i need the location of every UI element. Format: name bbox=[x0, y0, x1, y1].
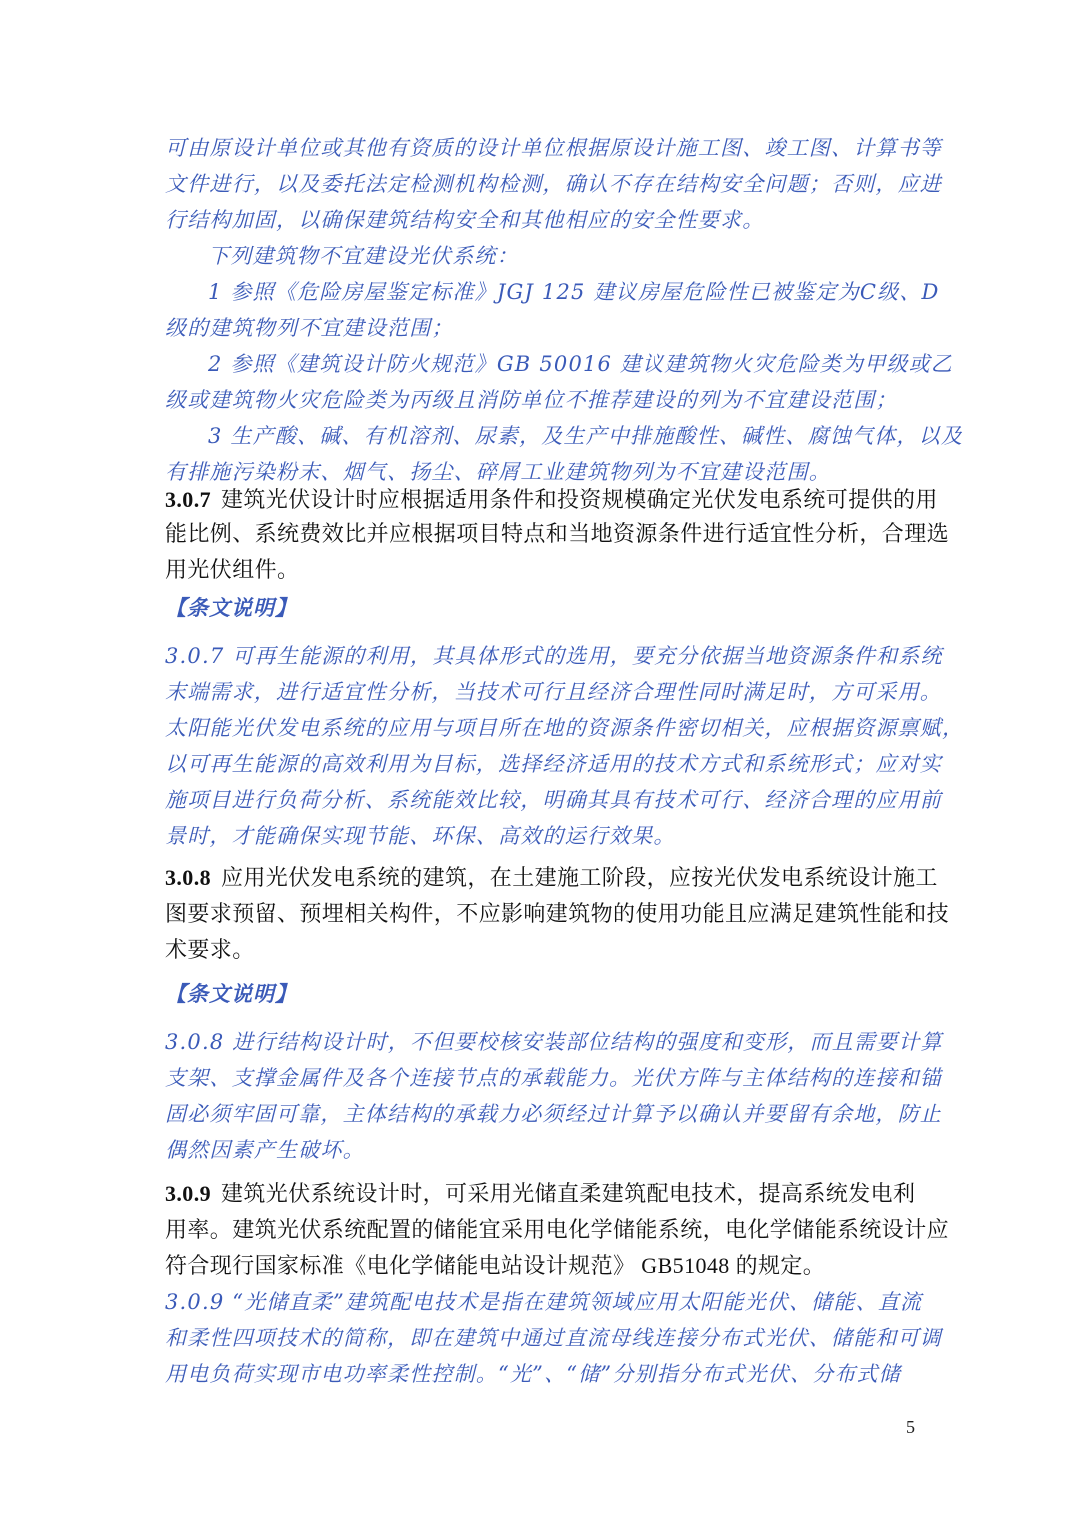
line-text: 文件进行，以及委托法定检测机构检测，确认不存在结构安全问题；否则，应进 bbox=[165, 172, 942, 196]
explanation-line bbox=[208, 346, 953, 382]
clause-number: 3.0.9 bbox=[165, 1181, 211, 1206]
clause-line bbox=[165, 896, 949, 932]
line-text: 下列建筑物不宜建设光伏系统： bbox=[208, 244, 519, 268]
line-text: 应用光伏发电系统的建筑，在土建施工阶段，应按光伏发电系统设计施工 bbox=[221, 865, 938, 890]
page-number: 5 bbox=[906, 1417, 915, 1437]
clause-line bbox=[165, 1248, 825, 1284]
clause-line bbox=[165, 1176, 915, 1212]
line-text: 以可再生能源的高效利用为目标，选择经济适用的技术方式和系统形式；应对实 bbox=[165, 752, 942, 776]
line-text: 固必须牢固可靠，主体结构的承载力必须经过计算予以确认并要留有余地，防止 bbox=[165, 1102, 942, 1126]
line-text: 3.0.8 进行结构设计时，不但要校核安装部位结构的强度和变形，而且需要计算 bbox=[165, 1030, 943, 1054]
line-text: 3.0.9 “光储直柔”建筑配电技术是指在建筑领域应用太阳能光伏、储能、直流 bbox=[165, 1290, 923, 1314]
line-text: 【条文说明】 bbox=[165, 981, 297, 1006]
explanation-line bbox=[165, 1320, 942, 1356]
line-text: 级的建筑物列不宜建设范围； bbox=[165, 316, 454, 340]
clause-explanation-heading bbox=[165, 976, 297, 1012]
line-text: 太阳能光伏发电系统的应用与项目所在地的资源条件密切相关，应根据资源禀赋， bbox=[165, 716, 965, 740]
explanation-line bbox=[208, 418, 963, 454]
line-text: 级或建筑物火灾危险类为丙级且消防单位不推荐建设的列为不宜建设范围； bbox=[165, 388, 898, 412]
line-text: 景时，才能确保实现节能、环保、高效的运行效果。 bbox=[165, 824, 676, 848]
explanation-line bbox=[165, 1284, 922, 1320]
explanation-line bbox=[208, 274, 940, 310]
explanation-line bbox=[165, 310, 454, 346]
explanation-line bbox=[165, 1096, 942, 1132]
line-text: 符合现行国家标准《电化学储能电站设计规范》 GB51048 的规定。 bbox=[165, 1253, 826, 1278]
line-text: 能比例、系统费效比并应根据项目特点和当地资源条件进行适宜性分析，合理选 bbox=[165, 521, 950, 546]
clause-line bbox=[165, 860, 938, 896]
line-text: 有排施污染粉末、烟气、扬尘、碎屑工业建筑物列为不宜建设范围。 bbox=[165, 460, 831, 484]
line-text: 2 参照《建筑设计防火规范》GB 50016 建议建筑物火灾危险类为甲级或乙 bbox=[208, 352, 953, 376]
line-text: 用率。建筑光伏系统配置的储能宜采用电化学储能系统，电化学储能系统设计应 bbox=[165, 1217, 950, 1242]
clause-line bbox=[165, 1212, 949, 1248]
line-text: 偶然因素产生破坏。 bbox=[165, 1138, 365, 1162]
clause-explanation-heading bbox=[165, 590, 297, 626]
clause-line bbox=[165, 516, 949, 552]
line-text: 行结构加固，以确保建筑结构安全和其他相应的安全性要求。 bbox=[165, 208, 765, 232]
clause-line bbox=[165, 552, 299, 588]
line-text: 支架、支撑金属件及各个连接节点的承载能力。光伏方阵与主体结构的连接和锚 bbox=[165, 1066, 942, 1090]
explanation-line bbox=[165, 202, 764, 238]
line-text: 3.0.7 可再生能源的利用，其具体形式的选用，要充分依据当地资源条件和系统 bbox=[165, 644, 943, 668]
clause-number: 3.0.7 bbox=[165, 487, 211, 512]
clause-number: 3.0.8 bbox=[165, 865, 211, 890]
explanation-line bbox=[165, 710, 964, 746]
explanation-line bbox=[165, 1356, 901, 1392]
explanation-line bbox=[165, 818, 676, 854]
line-text: 建筑光伏设计时应根据适用条件和投资规模确定光伏发电系统可提供的用 bbox=[221, 487, 938, 512]
line-text: 图要求预留、预埋相关构件，不应影响建筑物的使用功能且应满足建筑性能和技 bbox=[165, 901, 950, 926]
explanation-line bbox=[165, 166, 942, 202]
line-text: 用光伏组件。 bbox=[165, 557, 300, 582]
line-text: 3 生产酸、碱、有机溶剂、尿素，及生产中排施酸性、碱性、腐蚀气体，以及 bbox=[208, 424, 964, 448]
explanation-line bbox=[165, 382, 898, 418]
clause-line bbox=[165, 932, 255, 968]
explanation-line bbox=[165, 782, 942, 818]
line-text: 末端需求，进行适宜性分析，当技术可行且经济合理性同时满足时，方可采用。 bbox=[165, 680, 942, 704]
clause-line bbox=[165, 482, 938, 518]
explanation-line bbox=[165, 674, 942, 710]
line-text: 【条文说明】 bbox=[165, 595, 297, 620]
line-text: 术要求。 bbox=[165, 937, 255, 962]
explanation-line bbox=[165, 746, 942, 782]
line-text: 可由原设计单位或其他有资质的设计单位根据原设计施工图、竣工图、计算书等 bbox=[165, 136, 942, 160]
explanation-line bbox=[165, 1024, 943, 1060]
line-text: 和柔性四项技术的简称，即在建筑中通过直流母线连接分布式光伏、储能和可调 bbox=[165, 1326, 942, 1350]
explanation-line bbox=[208, 238, 519, 274]
explanation-line bbox=[165, 130, 942, 166]
explanation-line bbox=[165, 1060, 942, 1096]
line-text: 施项目进行负荷分析、系统能效比较，明确其具有技术可行、经济合理的应用前 bbox=[165, 788, 942, 812]
line-text: 1 参照《危险房屋鉴定标准》JGJ 125 建议房屋危险性已被鉴定为C级、D bbox=[208, 280, 940, 304]
line-text: 用电负荷实现市电功率柔性控制。“光”、“储”分别指分布式光伏、分布式储 bbox=[165, 1362, 901, 1386]
explanation-line bbox=[165, 1132, 365, 1168]
line-text: 建筑光伏系统设计时，可采用光储直柔建筑配电技术，提高系统发电利 bbox=[221, 1181, 916, 1206]
explanation-line bbox=[165, 638, 943, 674]
